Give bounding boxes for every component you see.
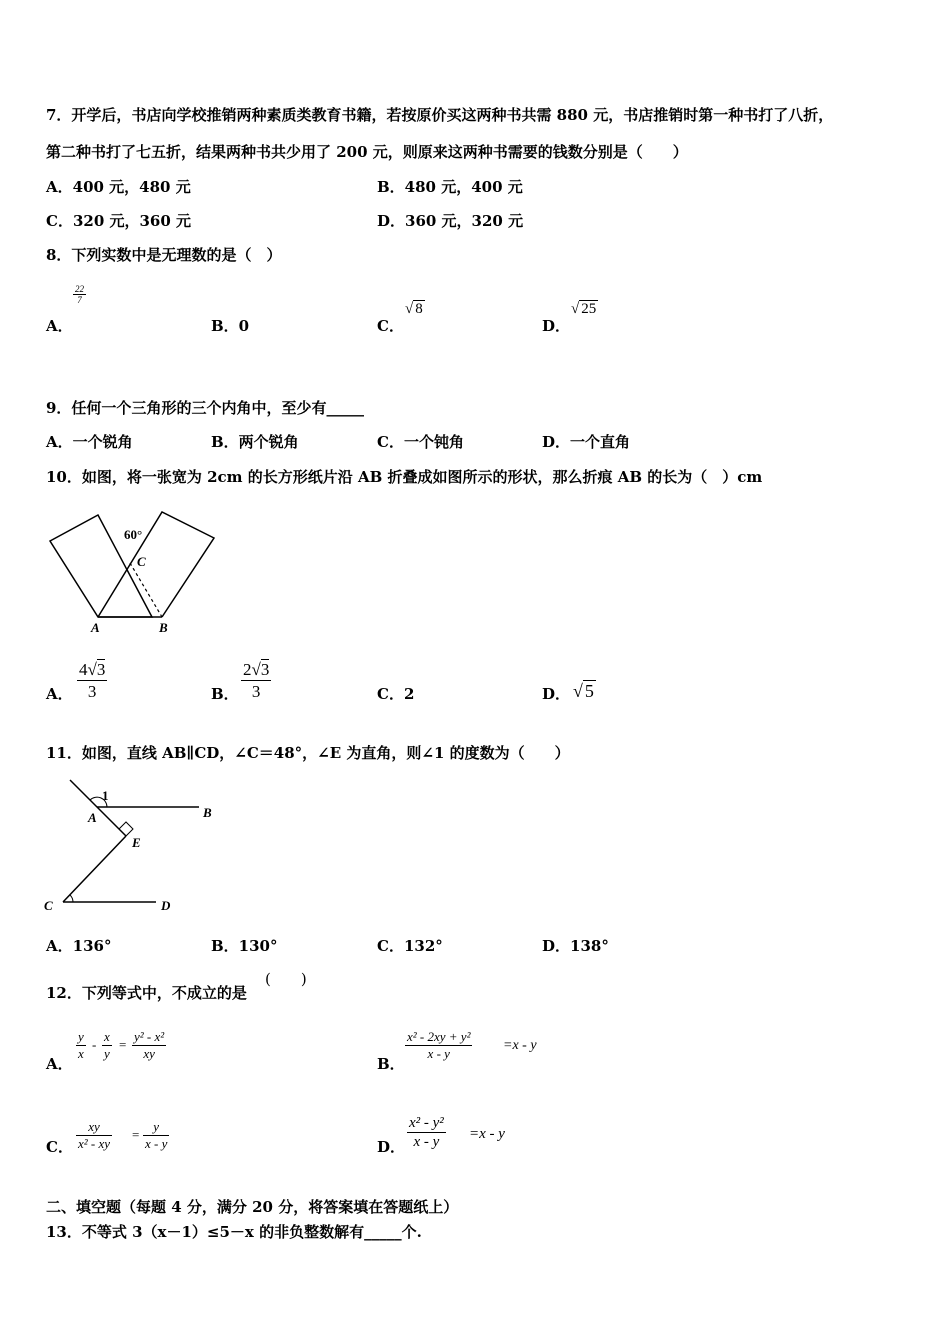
- q12-stem: 12．下列等式中，不成立的是: [46, 984, 247, 1002]
- q10-label-c: C: [137, 554, 146, 569]
- q7-stem-line1: 7．开学后，书店向学校推销两种素质类教育书籍，若按原价买这两种书共需 880 元，书店推销时第一种书打了八折，: [46, 106, 834, 124]
- q12-option-d: D．: [377, 1138, 406, 1156]
- q10-option-d: D．: [542, 685, 571, 703]
- numerator: x² - y²: [409, 1115, 444, 1131]
- q10-a-radicand: 3: [96, 660, 106, 679]
- q11-line-through-a: [70, 780, 126, 836]
- q7-option-c: C．320 元，360 元: [46, 212, 192, 230]
- q10-label-b: B: [159, 620, 168, 635]
- q12-option-b: B．: [377, 1055, 405, 1073]
- q12-d-frac: [407, 1114, 446, 1151]
- q10-b-denominator: 3: [251, 682, 261, 701]
- q8-option-c: C．: [377, 317, 404, 335]
- q12-a-minus: -: [92, 1037, 97, 1052]
- q11-label-a: A: [88, 810, 97, 825]
- q10-right-strip: [98, 512, 214, 617]
- q7-option-b: B．480 元，400 元: [377, 178, 523, 196]
- numerator: y: [78, 1029, 84, 1044]
- q13-stem: 13．不等式 3（x－1）≤5－x 的非负整数解有_____个.: [46, 1223, 422, 1241]
- section-heading: 二、填空题（每题 4 分，满分 20 分，将答案填在答题纸上）: [46, 1198, 459, 1216]
- q7-stem-line2: 第二种书打了七五折，结果两种书共少用了 200 元，则原来这两种书需要的钱数分别是（ ）: [46, 143, 688, 161]
- q12-b-rhs: =x - y: [503, 1038, 537, 1053]
- q11-label-e: E: [132, 835, 141, 850]
- q8-a-numerator: 22: [75, 284, 84, 294]
- q10-b-radicand: 3: [260, 660, 270, 679]
- denominator: x - y: [145, 1136, 168, 1151]
- q10-option-a: A．: [46, 685, 73, 703]
- numerator: y: [153, 1119, 160, 1134]
- q11-option-d: D．138°: [542, 937, 609, 955]
- q12-c-frac2: [143, 1119, 169, 1152]
- q9-option-a: A．一个锐角: [46, 433, 133, 451]
- q11-label-1: 1: [102, 788, 109, 803]
- q8-option-b: B．0: [211, 317, 250, 335]
- q12-d-rhs: =x - y: [469, 1126, 505, 1142]
- numerator: x² - 2xy + y²: [407, 1029, 471, 1044]
- denominator: x² - xy: [78, 1136, 111, 1151]
- q10-d-radicand: 5: [584, 681, 594, 701]
- q9-stem: 9．任何一个三角形的三个内角中，至少有_____: [46, 399, 364, 417]
- q8-option-a-fraction: [73, 284, 86, 305]
- denominator: xy: [143, 1046, 155, 1061]
- q12-a-frac1: [76, 1029, 86, 1062]
- q10-option-d-sqrt: √ 5: [573, 681, 594, 701]
- q12-a-frac3: [132, 1029, 166, 1062]
- q10-option-a-fraction: 4√3 3: [79, 660, 106, 701]
- q10-a-coef: 4: [79, 660, 88, 679]
- q12-option-a: A．: [46, 1055, 73, 1073]
- q10-a-denominator: 3: [87, 682, 97, 701]
- q7-option-a: A．400 元，480 元: [46, 178, 191, 196]
- q10-stem: 10．如图，将一张宽为 2cm 的长方形纸片沿 AB 折叠成如图所示的形状，那么折痕 AB 的长为（ ）cm: [46, 468, 763, 486]
- q12-paren: ( ): [265, 970, 307, 988]
- q12-a-frac2: [102, 1029, 112, 1062]
- q10-figure: [46, 508, 216, 633]
- numerator: y² - x²: [134, 1029, 165, 1044]
- q11-label-b: B: [203, 805, 212, 820]
- q11-option-b: B．130°: [211, 937, 278, 955]
- q10-b-coef: 2: [243, 660, 252, 679]
- q8-c-radicand: 8: [415, 301, 423, 317]
- q12-b-frac: [405, 1029, 472, 1062]
- q9-option-d: D．一个直角: [542, 433, 631, 451]
- q10-angle-label: 60°: [124, 527, 143, 542]
- q12-a-equals: =: [119, 1037, 127, 1052]
- q10-dashed-line: [130, 563, 162, 617]
- q8-a-denominator: 7: [77, 295, 82, 305]
- q11-line-ec: [63, 836, 126, 902]
- q11-stem: 11．如图，直线 AB∥CD，∠C＝48°，∠E 为直角，则∠1 的度数为（ ）: [46, 744, 570, 762]
- q11-label-d: D: [161, 898, 171, 913]
- q11-option-c: C．132°: [377, 937, 443, 955]
- q12-option-c: C．: [46, 1138, 73, 1156]
- denominator: x: [78, 1046, 84, 1061]
- q9-option-b: B．两个锐角: [211, 433, 299, 451]
- q10-label-a: A: [91, 620, 100, 635]
- q8-option-d-sqrt: √ 25: [571, 301, 597, 317]
- q11-angle-c-arc: [70, 895, 73, 902]
- q11-right-angle-mark: [119, 822, 133, 836]
- q12-c-frac1: [76, 1119, 112, 1152]
- q10-option-b: B．: [211, 685, 239, 703]
- numerator: x: [104, 1029, 110, 1044]
- numerator: xy: [88, 1119, 100, 1134]
- q8-option-c-sqrt: √ 8: [405, 301, 423, 317]
- q11-option-a: A．136°: [46, 937, 112, 955]
- q8-stem: 8．下列实数中是无理数的是（ ）: [46, 246, 282, 264]
- q11-label-c: C: [44, 898, 53, 913]
- q8-option-a: A．: [46, 317, 73, 335]
- q8-d-radicand: 25: [581, 301, 597, 317]
- q9-option-c: C．一个钝角: [377, 433, 464, 451]
- denominator: y: [104, 1046, 110, 1061]
- q11-figure: [44, 778, 224, 918]
- q12-c-equals: =: [132, 1127, 140, 1142]
- q10-option-b-fraction: 2√3 3: [243, 660, 270, 701]
- q8-option-d: D．: [542, 317, 571, 335]
- q10-option-c: C．2: [377, 685, 415, 703]
- denominator: x - y: [427, 1046, 450, 1061]
- q7-option-d: D．360 元，320 元: [377, 212, 524, 230]
- denominator: x - y: [413, 1134, 440, 1150]
